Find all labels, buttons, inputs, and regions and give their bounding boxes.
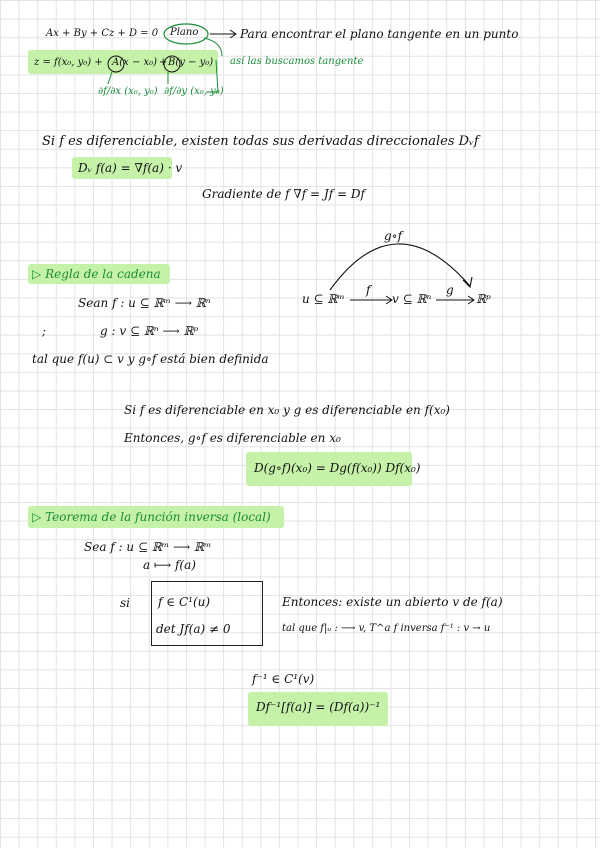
diagram-arc [330,244,470,290]
inverse-mapsto: a ⟼ f(a) [143,558,196,572]
plane-note: Para encontrar el plano tangente en un punto [240,27,519,41]
diff-statement: Si f es diferenciable, existen todas sus derivadas direccionales Dᵥf [42,134,479,149]
tangent-note: así las buscamos tangente [230,56,364,67]
chain-sean-f: Sean f : u ⊆ ℝᵐ ⟶ ℝⁿ [78,296,211,310]
chain-semicolon: ; [42,324,47,338]
inverse-formula: Df⁻¹[f(a)] = (Df(a))⁻¹ [256,700,381,714]
circle-b [164,56,180,72]
inverse-class-line: f⁻¹ ∈ C¹(v) [252,672,315,686]
inverse-si: si [120,596,130,610]
bracket-right [206,60,218,92]
chain-g-map: g : v ⊆ ℝⁿ ⟶ ℝᵖ [100,324,199,338]
condition-c1: f ∈ C¹(u) [158,595,211,609]
chain-entonces-line: Entonces, g∘f es diferenciable en x₀ [124,431,341,445]
tangent-a-term: A(x − x₀) [112,57,158,68]
inverse-entonces: Entonces: existe un abierto v de f(a) [282,595,503,609]
tangent-prefix: z = f(x₀, y₀) + [34,57,103,68]
bracket-a [108,72,112,84]
deriv-y: ∂f/∂y (x₀, y₀) [164,86,224,97]
plane-arrow [210,30,236,38]
chain-tal-que: tal que f(u) ⊂ v y g∘f está bien definida [32,352,269,366]
diff-formula: Dᵥ f(a) = ∇f(a) · v [78,161,183,175]
condition-det: det Jf(a) ≠ 0 [156,622,231,636]
plane-label: Plano [170,27,199,38]
inverse-heading-text: Teorema de la función inversa (local) [45,510,271,524]
diagram-u: u ⊆ ℝᵐ [302,292,345,306]
tangent-b-term: B(y − y₀) [168,57,214,68]
triangle-marker-icon: ▷ [32,510,42,524]
inverse-tal-que: tal que f|ᵤ : ⟶ v, T^a f inversa f⁻¹ : v → u [282,623,491,634]
diagram-v: v ⊆ ℝⁿ [392,292,432,306]
diagram-arc-head [463,277,472,287]
plane-equation: Ax + By + Cz + D = 0 [46,28,159,39]
circle-a [108,56,124,72]
deriv-x: ∂f/∂x (x₀, y₀) [98,86,158,97]
chain-heading-text: Regla de la cadena [45,267,161,281]
tangent-plus: + [159,57,168,68]
gradient-line: Gradiente de f ∇f = Jf = Df [202,187,365,201]
plane-link [204,38,222,56]
diagram-arrow-g [436,296,474,304]
diagram-g: g [446,283,454,297]
diagram-f: f [366,283,371,297]
diagram-arrow-f [350,296,392,304]
chain-si-line: Si f es diferenciable en x₀ y g es diferenciable en f(x₀) [124,403,450,417]
diagram-p: ℝᵖ [476,292,491,306]
chain-formula: D(g∘f)(x₀) = Dg(f(x₀)) Df(x₀) [254,461,421,475]
triangle-marker-icon: ▷ [32,267,42,281]
plane-circle [164,24,208,44]
diagram-top-label: g∘f [384,229,403,243]
inverse-sea: Sea f : u ⊆ ℝᵐ ⟶ ℝᵐ [84,540,212,554]
